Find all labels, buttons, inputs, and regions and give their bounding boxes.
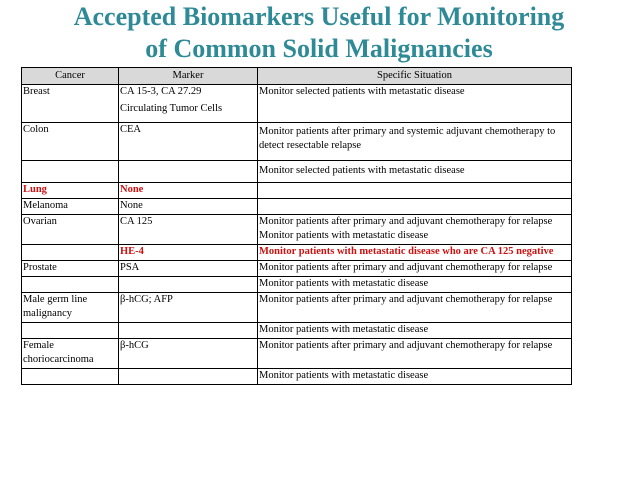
- table-row-lung: [22, 183, 572, 199]
- cell-marker: [119, 85, 258, 123]
- cell-marker: CEA: [119, 123, 258, 161]
- cell-cancer: Breast: [22, 85, 119, 123]
- cell-situation: Monitor patients after primary and systemic adjuvant chemotherapy to detect resectable relapse: [258, 123, 572, 161]
- table-row-colon-2: [22, 161, 572, 183]
- cell-situation: Monitor patients with metastatic disease: [258, 369, 572, 385]
- cell-marker-empty: [119, 369, 258, 385]
- cell-marker: None: [119, 199, 258, 215]
- cell-situation: Monitor patients with metastatic disease who are CA 125 negative: [258, 245, 572, 261]
- header-specific-situation: Specific Situation: [258, 68, 572, 85]
- slide-title-line-1: Accepted Biomarkers Useful for Monitoring: [73, 2, 565, 31]
- marker-line-2: Circulating Tumor Cells: [120, 103, 223, 114]
- biomarker-table: [21, 67, 572, 385]
- cell-cancer-empty: [22, 277, 119, 293]
- table-row-female-choriocarcinoma-2: [22, 369, 572, 385]
- table-row-colon: [22, 123, 572, 161]
- cell-situation: Monitor selected patients with metastatic disease: [258, 161, 572, 183]
- cell-cancer-empty: [22, 323, 119, 339]
- cell-situation: Monitor patients with metastatic disease: [258, 277, 572, 293]
- cell-cancer: Prostate: [22, 261, 119, 277]
- cell-situation: Monitor patients after primary and adjuvant chemotherapy for relapse: [258, 339, 572, 369]
- table-row-prostate-2: [22, 277, 572, 293]
- cell-marker-empty: [119, 277, 258, 293]
- cell-cancer: Ovarian: [22, 215, 119, 245]
- cell-marker: PSA: [119, 261, 258, 277]
- cell-marker-empty: [119, 161, 258, 183]
- cell-cancer-empty: [22, 161, 119, 183]
- cell-situation: Monitor patients after primary and adjuvant chemotherapy for relapse: [258, 261, 572, 277]
- situation-text-2: Monitor patients with metastatic disease: [259, 230, 429, 241]
- table-row-male-germ-line-2: [22, 323, 572, 339]
- cell-cancer: Colon: [22, 123, 119, 161]
- cell-marker: β-hCG: [119, 339, 258, 369]
- table-row-ovarian: [22, 215, 572, 245]
- table-row-melanoma: [22, 199, 572, 215]
- slide-title-line-2: of Common Solid Malignancies: [145, 34, 493, 63]
- cell-marker: CA 125: [119, 215, 258, 245]
- cell-situation: Monitor selected patients with metastatic disease: [258, 85, 572, 123]
- cell-situation: Monitor patients with metastatic disease: [258, 323, 572, 339]
- cell-cancer-empty: [22, 369, 119, 385]
- cell-marker: HE-4: [119, 245, 258, 261]
- table-header-row: [22, 68, 572, 85]
- cell-situation: [258, 215, 572, 245]
- situation-text: Monitor patients after primary and adjuvant chemotherapy for relapse: [259, 216, 553, 227]
- cell-marker: β-hCG; AFP: [119, 293, 258, 323]
- cell-marker: None: [119, 183, 258, 199]
- cell-situation-empty: [258, 199, 572, 215]
- cell-cancer-empty: [22, 245, 119, 261]
- header-cancer: Cancer: [22, 68, 119, 85]
- table-row-breast: [22, 85, 572, 123]
- marker-line-1: CA 15-3, CA 27.29: [120, 86, 202, 97]
- table-row-ovarian-he4: [22, 245, 572, 261]
- cell-marker-empty: [119, 323, 258, 339]
- cell-cancer: Lung: [22, 183, 119, 199]
- cell-situation-empty: [258, 183, 572, 199]
- table-row-female-choriocarcinoma: [22, 339, 572, 369]
- cell-situation: Monitor patients after primary and adjuvant chemotherapy for relapse: [258, 293, 572, 323]
- cell-cancer: Male germ line malignancy: [22, 293, 119, 323]
- header-marker: Marker: [119, 68, 258, 85]
- cell-cancer: Melanoma: [22, 199, 119, 215]
- table-row-male-germ-line: [22, 293, 572, 323]
- table-row-prostate: [22, 261, 572, 277]
- cell-cancer: Female choriocarcinoma: [22, 339, 119, 369]
